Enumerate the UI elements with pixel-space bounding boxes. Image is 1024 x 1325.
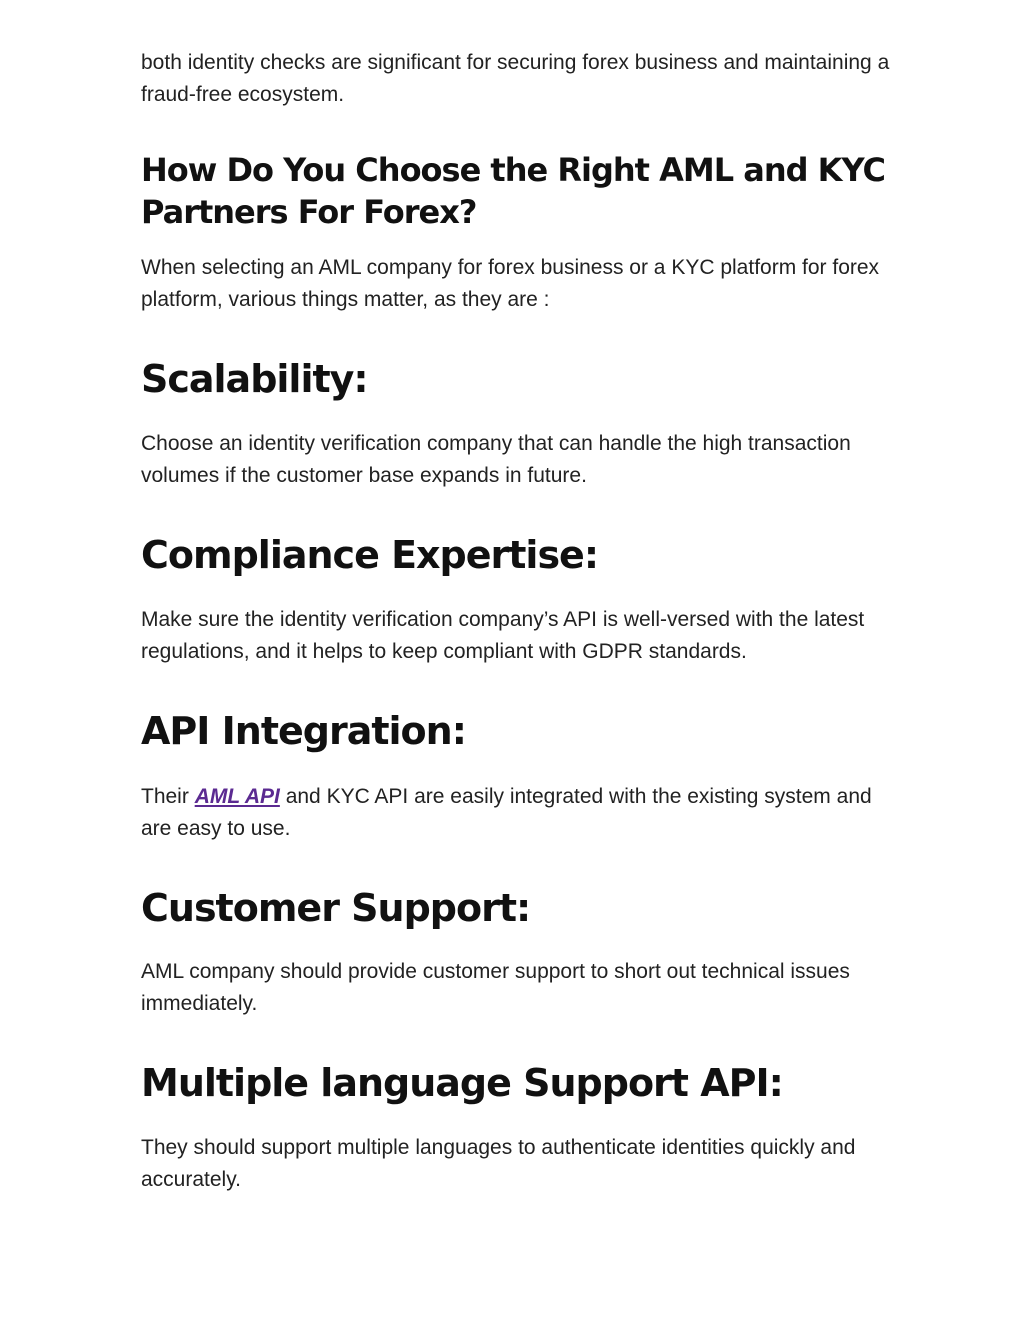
multiple-language-paragraph: They should support multiple languages to authenticate identities quickly and accurately.: [141, 1136, 856, 1191]
choose-partners-heading: How Do You Choose the Right AML and KYC Partners For Forex?: [141, 151, 885, 231]
scalability-paragraph: Choose an identity verification company that can handle the high transaction volumes if the customer base expands in future.: [141, 432, 851, 487]
intro-paragraph: both identity checks are significant for securing forex business and maintaining a fraud-free ecosystem.: [141, 51, 890, 106]
multiple-language-heading: Multiple language Support API:: [141, 1061, 783, 1105]
compliance-expertise-heading: Compliance Expertise:: [141, 533, 599, 577]
aml-api-link[interactable]: AML API: [194, 785, 280, 808]
scalability-heading: Scalability:: [141, 357, 368, 401]
customer-support-paragraph: AML company should provide customer support to short out technical issues immediately.: [141, 960, 850, 1015]
customer-support-heading: Customer Support:: [141, 886, 531, 930]
choose-partners-paragraph: When selecting an AML company for forex business or a KYC platform for forex platform, various things matter, as they are :: [141, 256, 880, 311]
api-integration-heading: API Integration:: [141, 709, 466, 753]
api-integration-text-after: and KYC API are easily integrated with the existing system and are easy to use.: [141, 785, 872, 840]
api-integration-paragraph: [141, 781, 891, 844]
api-integration-text-before: Their: [141, 785, 195, 808]
compliance-expertise-paragraph: Make sure the identity verification company’s API is well-versed with the latest regulations, and it helps to keep compliant with GDPR standards.: [141, 608, 865, 663]
